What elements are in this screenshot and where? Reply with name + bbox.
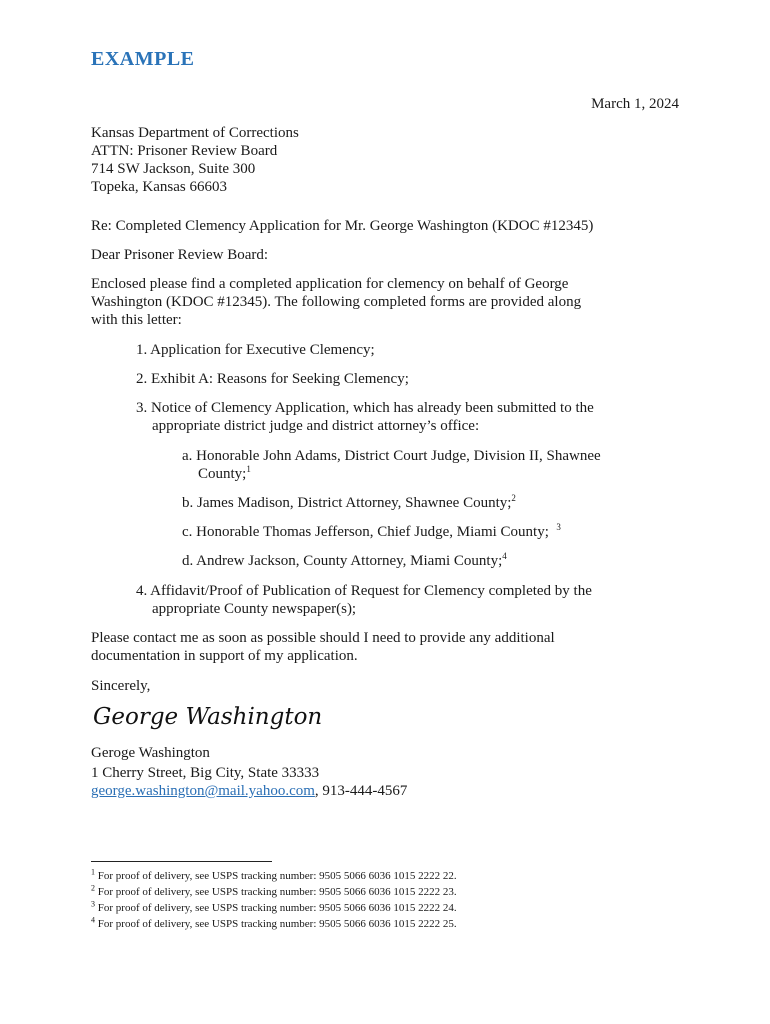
list-item-4-line-1: 4. Affidavit/Proof of Publication of Request for Clemency completed by the	[136, 583, 592, 599]
list-item-4-line-2: appropriate County newspaper(s);	[152, 601, 357, 617]
recipient-line-1: Kansas Department of Corrections	[91, 125, 299, 141]
recipient-line-3: 714 SW Jackson, Suite 300	[91, 161, 256, 177]
letter-date: March 1, 2024	[591, 96, 679, 112]
subject-line: Re: Completed Clemency Application for Mr. George Washington (KDOC #12345)	[91, 218, 594, 234]
list-item-2: 2. Exhibit A: Reasons for Seeking Clemency;	[136, 371, 409, 387]
sender-address: 1 Cherry Street, Big City, State 33333	[91, 765, 320, 781]
list-item-1: 1. Application for Executive Clemency;	[136, 342, 375, 358]
sub-item-a-line-2: County;$^1$	[198, 464, 251, 482]
footnote-ref-1: 1	[246, 464, 251, 474]
closing-line-1: Please contact me as soon as possible should I need to provide any additional	[91, 630, 555, 646]
footnote-2: $^2$ For proof of delivery, see USPS tracking number: 9505 5066 6036 1015 2222 23.	[91, 883, 457, 898]
footnote-3: $^3$ For proof of delivery, see USPS tracking number: 9505 5066 6036 1015 2222 24.	[91, 899, 457, 914]
list-item-3-line-1: 3. Notice of Clemency Application, which has already been submitted to the	[136, 400, 594, 416]
sender-name: Geroge Washington	[91, 745, 210, 761]
intro-line-3: with this letter:	[91, 312, 182, 328]
example-heading: EXAMPLE	[91, 48, 195, 70]
closing-line-2: documentation in support of my application.	[91, 648, 358, 664]
sender-phone: , 913-444-4567	[314, 783, 408, 799]
recipient-line-2: ATTN: Prisoner Review Board	[91, 143, 278, 159]
footnote-4: $^4$ For proof of delivery, see USPS tracking number: 9505 5066 6036 1015 2222 25.	[91, 915, 457, 930]
sender-contact	[91, 782, 407, 800]
email-link[interactable]: george.washington@mail.yahoo.com	[91, 783, 315, 799]
footnote-1: $^1$ For proof of delivery, see USPS tracking number: 9505 5066 6036 1015 2222 22.	[91, 867, 457, 882]
signoff: Sincerely,	[91, 678, 151, 694]
intro-line-1: Enclosed please find a completed application for clemency on behalf of George	[91, 276, 569, 292]
list-item-3-line-2: appropriate district judge and district attorney’s office:	[152, 418, 480, 434]
sub-item-a-line-1: a. Honorable John Adams, District Court Judge, Division II, Shawnee	[182, 448, 601, 464]
footnote-ref-4: 4	[502, 551, 507, 561]
footnote-ref-2: 2	[511, 493, 516, 503]
footnote-ref-3: 3	[556, 522, 561, 532]
recipient-line-4: Topeka, Kansas 66603	[91, 179, 228, 195]
salutation: Dear Prisoner Review Board:	[91, 247, 269, 263]
footnote-divider	[91, 861, 272, 862]
sub-item-d: d. Andrew Jackson, County Attorney, Miami County;$^4$	[182, 551, 507, 569]
sub-item-b: b. James Madison, District Attorney, Shawnee County;$^2$	[182, 493, 516, 511]
sub-item-c: c. Honorable Thomas Jefferson, Chief Judge, Miami County; $^3$	[182, 522, 561, 540]
intro-line-2: Washington (KDOC #12345). The following completed forms are provided along	[91, 294, 582, 310]
signature: George Washington	[93, 704, 323, 730]
